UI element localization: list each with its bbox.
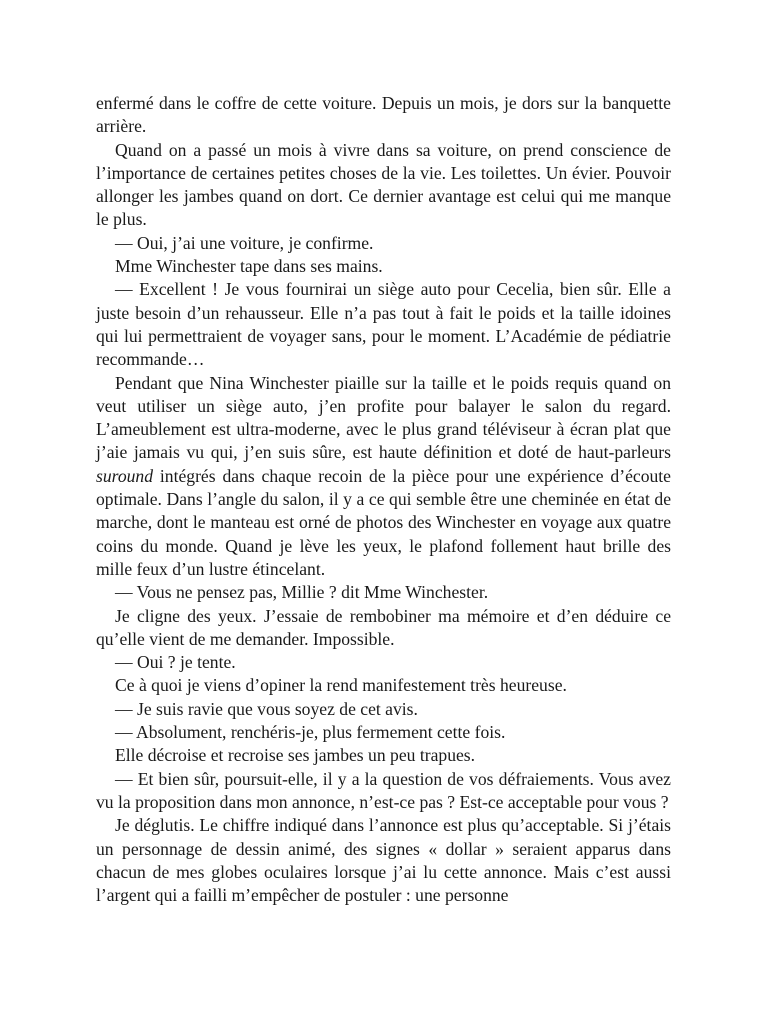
paragraph: Mme Winchester tape dans ses mains. [115,256,383,277]
paragraph: — Vous ne pensez pas, Millie ? dit Mme Winchester. [115,582,489,603]
paragraph: Je déglutis. Le chiffre indiqué dans l’annonce est plus qu’acceptable. Si j’étais un personnage de dessin animé, des signes « dollar » seraient apparus dans chacun de mes globes oculaires lorsque j’ai lu cette annonce. Mais c’est aussi l’argent qui a failli m’empêcher de postuler : une personne [96,815,671,906]
paragraph: Quand on a passé un mois à vivre dans sa voiture, on prend conscience de l’importance de certaines petites choses de la vie. Les toilettes. Un évier. Pouvoir allonger les jambes quand on dort. Ce dernier avantage est celui qui me manque le plus. [96,139,671,230]
paragraph-text: Pendant que Nina Winchester piaille sur la taille et le poids requis quand on veut utiliser un siège auto, j’en profite pour balayer le salon du regard. L’ameublement est ultra-moderne, avec le plus grand téléviseur à écran plat que j’aie jamais vu qui, j’en suis sûre, est haute définition et doté de haut-parleurs [96,372,671,463]
paragraph: — Excellent ! Je vous fournirai un siège auto pour Cecelia, bien sûr. Elle a juste besoin d’un rehausseur. Elle n’a pas tout à fait le poids et la taille idoines qui lui permettraient de voyager sans, pour le moment. L’Académie de pédiatrie recommande… [96,279,671,370]
paragraph: Je cligne des yeux. J’essaie de rembobiner ma mémoire et d’en déduire ce qu’elle vient de me demander. Impossible. [96,605,671,649]
paragraph: Ce à quoi je viens d’opiner la rend manifestement très heureuse. [115,675,567,696]
paragraph: Elle décroise et recroise ses jambes un peu trapues. [115,745,476,766]
emphasized-word: suround [96,465,154,486]
book-page-text [96,92,671,907]
paragraph: — Je suis ravie que vous soyez de cet avis. [115,698,418,719]
paragraph: — Et bien sûr, poursuit-elle, il y a la question de vos défraiements. Vous avez vu la proposition dans mon annonce, n’est-ce pas ? Est-ce acceptable pour vous ? [96,768,671,812]
paragraph: — Oui ? je tente. [115,652,236,673]
paragraph: enfermé dans le coffre de cette voiture. Depuis un mois, je dors sur la banquette arrière. [96,93,671,137]
paragraph-text: intégrés dans chaque recoin de la pièce pour une expérience d’écoute optimale. Dans l’angle du salon, il y a ce qui semble être une cheminée en état de marche, dont le manteau est orné de photos des Winchester en voyage aux quatre coins du monde. Quand je lève les yeux, le plafond follement haut brille des mille feux d’un lustre étincelant. [96,465,671,579]
paragraph: — Absolument, renchéris-je, plus fermement cette fois. [115,722,506,743]
paragraph [96,372,671,582]
paragraph: — Oui, j’ai une voiture, je confirme. [115,232,374,253]
